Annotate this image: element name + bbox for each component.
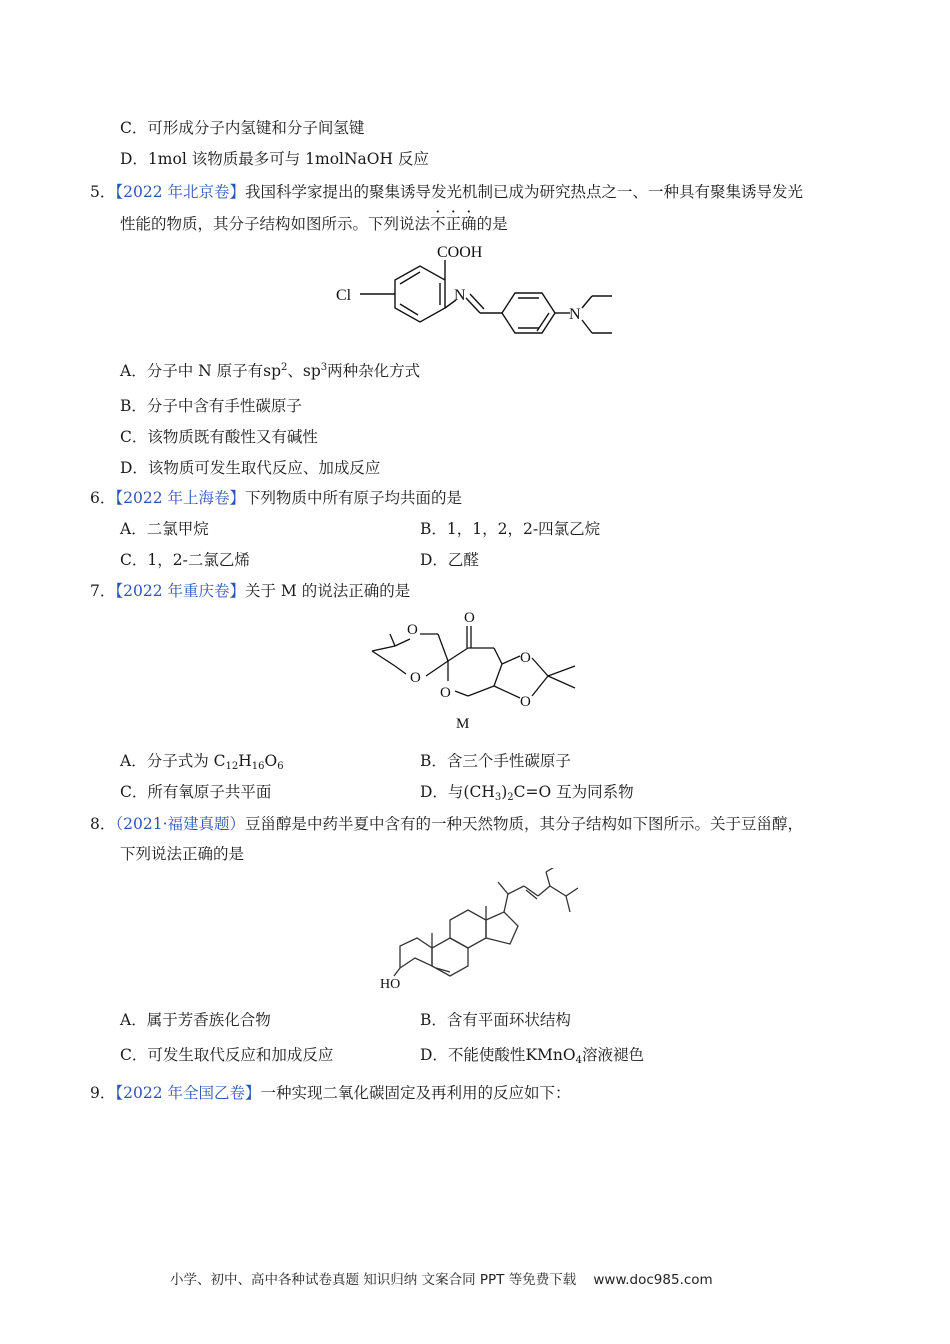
- dotted-char: 正: [445, 215, 462, 233]
- page-footer: [170, 1268, 713, 1288]
- cooh-label: COOH: [437, 244, 483, 261]
- subscript: 4: [575, 1055, 582, 1066]
- q8-stem-line2: 下列说法正确的是: [120, 845, 245, 863]
- emphasis-dotted: [430, 215, 477, 233]
- question-stem: 我国科学家提出的聚集诱导发光机制已成为研究热点之一、一种具有聚集诱导发光: [245, 183, 804, 201]
- question-stem: 豆甾醇是中药半夏中含有的一种天然物质，其分子结构如下图所示。关于豆甾醇，: [245, 815, 804, 833]
- hydroxyl-label: HO: [380, 977, 401, 992]
- q7-option-d: [420, 780, 634, 803]
- imine-n-label: N: [454, 287, 466, 304]
- q8-option-c: C．可发生取代反应和加成反应: [120, 1046, 334, 1064]
- question-source: （2021·福建真题）: [115, 815, 245, 833]
- oxygen-label: O: [520, 650, 531, 666]
- superscript: 2: [281, 362, 288, 373]
- question-stem: 一种实现二氧化碳固定及再利用的反应如下：: [260, 1084, 571, 1102]
- subscript: 12: [225, 761, 239, 772]
- option-text: sp: [302, 362, 321, 380]
- option-text: D．不能使酸性: [420, 1046, 526, 1064]
- question-stem: 下列物质中所有原子均共面的是: [245, 489, 463, 507]
- q9-stem: [90, 1081, 571, 1103]
- cl-label: Cl: [336, 287, 352, 304]
- q7-option-c: C．所有氧原子共平面: [120, 783, 272, 801]
- amine-n-label: N: [569, 306, 581, 323]
- subscript: 6: [277, 761, 284, 772]
- oxygen-label: O: [440, 685, 451, 701]
- q4-option-d: D．1mol 该物质最多可与 1molNaOH 反应: [120, 150, 429, 168]
- q6-stem: [90, 486, 462, 508]
- option-text: sp: [263, 362, 282, 380]
- option-text: ): [501, 783, 508, 801]
- q5-stem-line2: [120, 212, 508, 234]
- q4-option-c: C．可形成分子内氢键和分子间氢键: [120, 119, 365, 137]
- subscript: 3: [494, 792, 502, 803]
- question-source: 【2022 年上海卷】: [115, 489, 245, 507]
- option-text: H: [238, 752, 252, 770]
- question-number: 6．: [90, 489, 116, 507]
- question-stem: 关于 M 的说法正确的是: [245, 582, 411, 600]
- q8-stem-line1: [90, 812, 803, 834]
- q6-option-c: C．1，2-二氯乙烯: [120, 551, 250, 569]
- option-text: D．与(CH: [420, 783, 495, 801]
- dotted-char: 确: [461, 215, 477, 233]
- q8-structure-diagram: [380, 868, 590, 993]
- q8-option-b: B．含有平面环状结构: [420, 1011, 571, 1029]
- q5-stem-line1: [90, 180, 803, 202]
- compound-m-label: M: [456, 716, 470, 732]
- subscript: 16: [251, 761, 265, 772]
- question-source: 【2022 年北京卷】: [115, 183, 245, 201]
- question-number: 7．: [90, 582, 116, 600]
- option-text: C=O 互为同系物: [513, 783, 634, 801]
- option-text: A．分子中 N 原子有: [120, 362, 264, 380]
- footer-site-link[interactable]: www.doc985.com: [593, 1272, 713, 1288]
- oxygen-label: O: [410, 670, 421, 686]
- q7-option-a: [120, 749, 284, 772]
- q6-option-a: A．二氯甲烷: [120, 520, 209, 538]
- question-stem: 的是: [476, 215, 508, 233]
- q5-option-d: D．该物质可发生取代反应、加成反应: [120, 459, 381, 477]
- q7-option-b: B．含三个手性碳原子: [420, 752, 571, 770]
- subscript: 2: [507, 792, 514, 803]
- oxygen-label: O: [407, 622, 418, 638]
- question-number: 8．: [90, 815, 116, 833]
- q8-option-a: A．属于芳香族化合物: [120, 1011, 271, 1029]
- q6-option-d: D．乙醛: [420, 551, 479, 569]
- option-text: A．分子式为 C: [120, 752, 226, 770]
- footer-text: 小学、初中、高中各种试卷真题 知识归纳 文案合同 PPT 等免费下载: [170, 1272, 577, 1288]
- q8-option-d: [420, 1043, 644, 1066]
- question-number: 5．: [90, 183, 116, 201]
- question-stem: 性能的物质，其分子结构如图所示。下列说法: [120, 215, 431, 233]
- dotted-char: 不: [430, 215, 446, 233]
- question-source: 【2022 年全国乙卷】: [115, 1084, 261, 1102]
- q5-option-a: [120, 359, 420, 381]
- question-source: 【2022 年重庆卷】: [115, 582, 245, 600]
- option-text: 溶液褪色: [581, 1046, 644, 1064]
- superscript: 3: [320, 362, 328, 373]
- option-text: KMnO: [525, 1046, 576, 1064]
- q6-option-b: B．1，1，2，2-四氯乙烷: [420, 520, 601, 538]
- q5-option-b: B．分子中含有手性碳原子: [120, 397, 302, 415]
- q5-structure-diagram: [330, 238, 620, 348]
- q7-structure-diagram: [360, 606, 590, 736]
- q7-stem: [90, 579, 410, 601]
- option-text: 两种杂化方式: [327, 362, 421, 380]
- oxygen-label: O: [464, 610, 475, 626]
- q5-option-c: C．该物质既有酸性又有碱性: [120, 428, 318, 446]
- question-number: 9．: [90, 1084, 116, 1102]
- option-text: O: [264, 752, 278, 770]
- oxygen-label: O: [520, 694, 531, 710]
- option-text: 、: [287, 362, 303, 380]
